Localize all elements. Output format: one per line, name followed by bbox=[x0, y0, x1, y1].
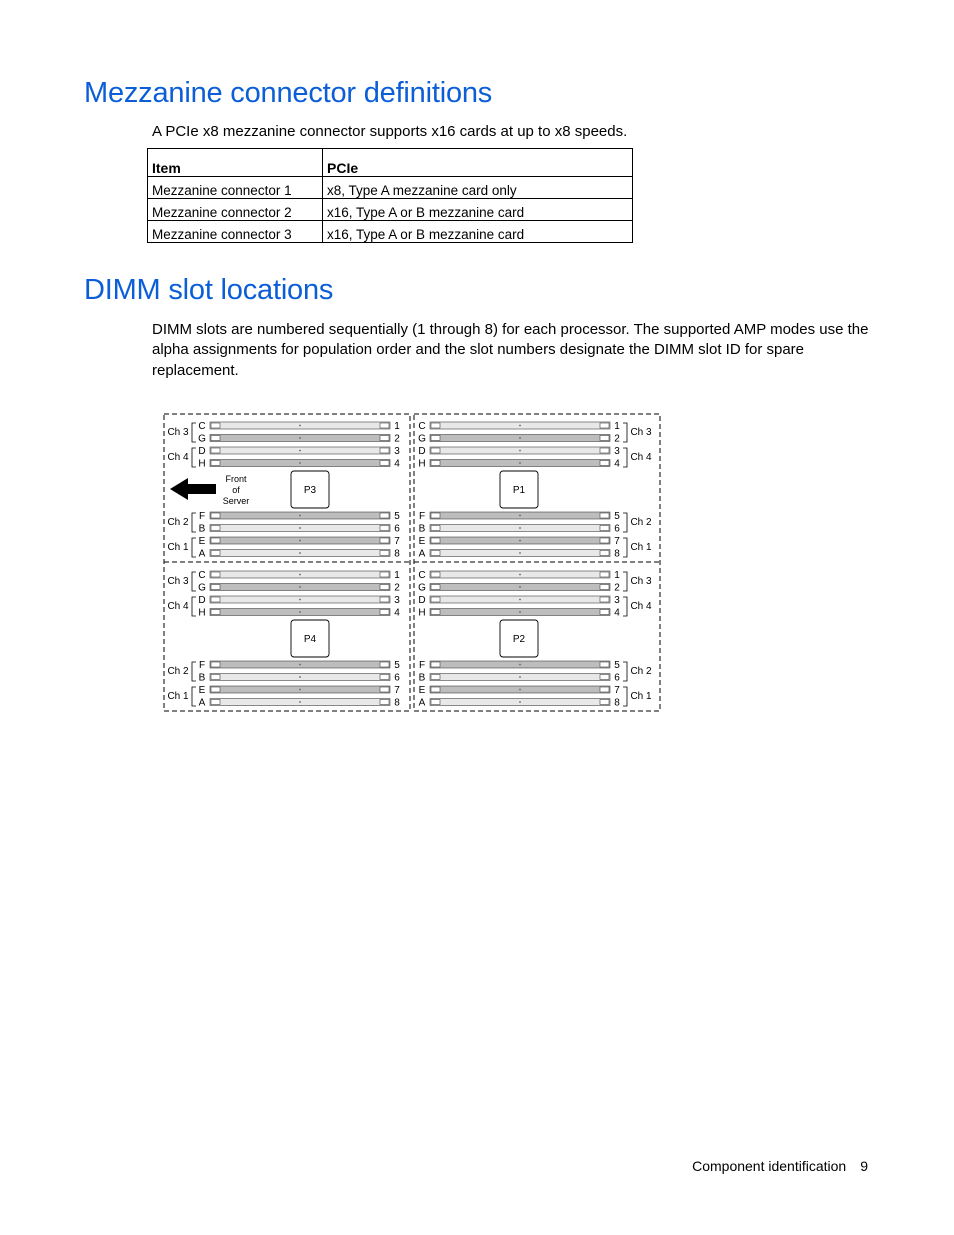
p3-channel-bracket bbox=[192, 513, 196, 532]
p2-dimm-slot-4-key bbox=[519, 611, 521, 613]
p4-dimm-slot-1-latch-left bbox=[211, 572, 220, 577]
p1-slot-letter: H bbox=[418, 458, 426, 470]
p3-slot-letter: G bbox=[198, 433, 206, 445]
p1-dimm-slot-2-latch-right bbox=[600, 436, 609, 441]
p3-dimm-slot-6-latch-left bbox=[211, 526, 220, 531]
p2-slot-letter: E bbox=[418, 685, 426, 696]
p2-dimm-slot-5-latch-left bbox=[431, 662, 440, 667]
p3-channel-bracket bbox=[192, 448, 196, 467]
p2-slot-letter: D bbox=[418, 595, 426, 606]
p2-dimm-slot-5-key bbox=[519, 664, 521, 666]
p2-dimm-slot-6-key bbox=[519, 676, 521, 678]
p1-channel-bracket bbox=[623, 423, 627, 442]
p1-slot-letter: B bbox=[418, 523, 426, 535]
p3-dimm-slot-6-key bbox=[299, 527, 301, 529]
p1-channel-bracket bbox=[623, 448, 627, 467]
p1-slot-number: 1 bbox=[614, 421, 620, 432]
p1-dimm-slot-8-key bbox=[519, 552, 521, 554]
p1-dimm-slot-3-key bbox=[519, 450, 521, 452]
footer-section: Component identification bbox=[692, 1158, 847, 1174]
p3-slot-letter: E bbox=[198, 536, 206, 547]
p3-dimm-slot-6-latch-right bbox=[380, 526, 389, 531]
p1-slot-letter: A bbox=[418, 548, 426, 560]
p4-dimm-slot-5-latch-left bbox=[211, 662, 220, 667]
header-pcie: PCIe bbox=[323, 149, 633, 177]
p2-slot-number: 1 bbox=[614, 570, 620, 581]
p2-dimm-slot-3-latch-left bbox=[431, 597, 440, 602]
p3-slot-letter: B bbox=[198, 523, 206, 535]
p3-channel-label: Ch 3 bbox=[167, 427, 189, 438]
p1-dimm-slot-6-key bbox=[519, 527, 521, 529]
p1-slot-number: 7 bbox=[614, 536, 620, 547]
table-row bbox=[148, 221, 633, 243]
p4-channel-bracket bbox=[192, 572, 196, 591]
p1-dimm-slot-4-key bbox=[519, 462, 521, 464]
p1-dimm-slot-8-latch-right bbox=[600, 551, 609, 556]
p1-dimm-slot-2-latch-left bbox=[431, 436, 440, 441]
p4-dimm-slot-3-latch-right bbox=[380, 597, 389, 602]
p2-dimm-slot-7-latch-right bbox=[600, 687, 609, 692]
dimm-slot-diagram bbox=[160, 410, 664, 716]
p3-dimm-slot-5-latch-right bbox=[380, 513, 389, 518]
p4-dimm-slot-2-latch-right bbox=[380, 585, 389, 590]
p2-dimm-slot-5-latch-right bbox=[600, 662, 609, 667]
header-item: Item bbox=[148, 149, 323, 177]
p3-dimm-slot-7-latch-left bbox=[211, 538, 220, 543]
dimm-intro-line-2: alpha assignments for population order and the slot numbers designate the DIMM slot ID for spare bbox=[152, 341, 805, 358]
p2-slot-letter: H bbox=[418, 607, 426, 619]
p4-dimm-slot-8-key bbox=[299, 701, 301, 703]
p3-dimm-slot-5-key bbox=[299, 515, 301, 517]
p1-dimm-slot-1-key bbox=[519, 425, 521, 427]
p4-slot-letter: F bbox=[198, 660, 206, 671]
table-cell: x8, Type A mezzanine card only bbox=[323, 177, 633, 199]
p1-dimm-slot-4-latch-right bbox=[600, 461, 609, 466]
p4-channel-bracket bbox=[192, 597, 196, 616]
p3-channel-label: Ch 2 bbox=[167, 517, 189, 528]
page-number: 9 bbox=[860, 1158, 868, 1174]
p3-slot-number: 3 bbox=[394, 446, 400, 457]
p2-dimm-slot-2-latch-left bbox=[431, 585, 440, 590]
p4-dimm-slot-2-key bbox=[299, 586, 301, 588]
p2-channel-bracket bbox=[623, 572, 627, 591]
p1-channel-bracket bbox=[623, 513, 627, 532]
p4-dimm-slot-6-key bbox=[299, 676, 301, 678]
p3-slot-letter: H bbox=[198, 458, 206, 470]
p4-dimm-slot-3-key bbox=[299, 599, 301, 601]
section-title-mezzanine: Mezzanine connector definitions bbox=[84, 77, 493, 109]
p4-channel-bracket bbox=[192, 662, 196, 681]
p2-channel-label: Ch 2 bbox=[630, 666, 652, 677]
table-row bbox=[148, 177, 633, 199]
p3-slot-letter: C bbox=[198, 421, 206, 432]
p2-slot-number: 8 bbox=[614, 697, 620, 709]
p4-dimm-slot-7-latch-right bbox=[380, 687, 389, 692]
p4-slot-letter: H bbox=[198, 607, 206, 619]
p3-slot-number: 6 bbox=[394, 523, 400, 535]
p2-channel-label: Ch 3 bbox=[630, 576, 652, 587]
p4-dimm-slot-6-latch-right bbox=[380, 675, 389, 680]
p1-dimm-slot-2-key bbox=[519, 437, 521, 439]
mezzanine-table bbox=[147, 148, 633, 243]
front-label-line-2: of bbox=[232, 485, 240, 495]
p3-slot-number: 8 bbox=[394, 548, 400, 560]
p2-dimm-slot-4-latch-left bbox=[431, 610, 440, 615]
p2-channel-bracket bbox=[623, 597, 627, 616]
p1-slot-letter: G bbox=[418, 433, 426, 445]
p4-dimm-slot-6-latch-left bbox=[211, 675, 220, 680]
p2-channel-bracket bbox=[623, 662, 627, 681]
p2-slot-letter: B bbox=[418, 672, 426, 684]
dimm-intro-line-3: replacement. bbox=[152, 362, 239, 379]
p1-channel-label: Ch 4 bbox=[630, 452, 652, 463]
p1-dimm-slot-6-latch-left bbox=[431, 526, 440, 531]
p2-dimm-slot-6-latch-right bbox=[600, 675, 609, 680]
p3-slot-letter: A bbox=[198, 548, 206, 560]
p4-channel-label: Ch 2 bbox=[167, 666, 189, 677]
p3-dimm-slot-4-latch-left bbox=[211, 461, 220, 466]
table-cell: Mezzanine connector 3 bbox=[148, 221, 323, 243]
p4-dimm-slot-7-key bbox=[299, 689, 301, 691]
table-cell: Mezzanine connector 2 bbox=[148, 199, 323, 221]
p2-slot-letter: G bbox=[418, 582, 426, 594]
p1-dimm-slot-8-latch-left bbox=[431, 551, 440, 556]
p2-dimm-slot-1-key bbox=[519, 574, 521, 576]
p4-slot-number: 3 bbox=[394, 595, 400, 606]
p3-slot-number: 1 bbox=[394, 421, 400, 432]
p3-dimm-slot-4-key bbox=[299, 462, 301, 464]
p1-slot-letter: C bbox=[418, 421, 426, 432]
page-footer bbox=[692, 1158, 868, 1174]
p3-channel-label: Ch 1 bbox=[167, 542, 189, 553]
p1-dimm-slot-6-latch-right bbox=[600, 526, 609, 531]
p1-channel-bracket bbox=[623, 538, 627, 557]
p1-slot-number: 5 bbox=[614, 511, 620, 522]
mezzanine-intro: A PCIe x8 mezzanine connector supports x16 cards at up to x8 speeds. bbox=[152, 123, 628, 140]
p3-dimm-slot-3-latch-right bbox=[380, 448, 389, 453]
p2-dimm-slot-7-key bbox=[519, 689, 521, 691]
p3-dimm-slot-2-latch-left bbox=[211, 436, 220, 441]
p3-dimm-slot-7-latch-right bbox=[380, 538, 389, 543]
p3-dimm-slot-2-key bbox=[299, 437, 301, 439]
p4-slot-number: 8 bbox=[394, 697, 400, 709]
p1-dimm-slot-3-latch-right bbox=[600, 448, 609, 453]
p4-dimm-slot-8-latch-right bbox=[380, 700, 389, 705]
p2-dimm-slot-2-latch-right bbox=[600, 585, 609, 590]
p3-channel-bracket bbox=[192, 423, 196, 442]
dimm-intro-line-1: DIMM slots are numbered sequentially (1 through 8) for each processor. The supported AMP modes use the bbox=[152, 321, 869, 338]
p2-dimm-slot-7-latch-left bbox=[431, 687, 440, 692]
p2-dimm-slot-4-latch-right bbox=[600, 610, 609, 615]
p2-dimm-slot-1-latch-left bbox=[431, 572, 440, 577]
p2-slot-number: 2 bbox=[614, 582, 620, 594]
p2-dimm-slot-8-latch-left bbox=[431, 700, 440, 705]
p3-dimm-slot-1-latch-left bbox=[211, 423, 220, 428]
p2-slot-letter: F bbox=[418, 660, 426, 671]
p3-channel-bracket bbox=[192, 538, 196, 557]
p4-processor-label: P4 bbox=[303, 634, 317, 645]
p4-dimm-slot-2-latch-left bbox=[211, 585, 220, 590]
p4-dimm-slot-1-key bbox=[299, 574, 301, 576]
p4-dimm-slot-5-key bbox=[299, 664, 301, 666]
p2-slot-number: 5 bbox=[614, 660, 620, 671]
p4-channel-label: Ch 1 bbox=[167, 691, 189, 702]
p2-slot-number: 6 bbox=[614, 672, 620, 684]
p2-slot-number: 7 bbox=[614, 685, 620, 696]
front-arrow-icon bbox=[170, 478, 216, 500]
p1-slot-number: 4 bbox=[614, 458, 620, 470]
p4-slot-letter: C bbox=[198, 570, 206, 581]
p4-dimm-slot-1-latch-right bbox=[380, 572, 389, 577]
p2-dimm-slot-8-latch-right bbox=[600, 700, 609, 705]
p4-channel-label: Ch 4 bbox=[167, 601, 189, 612]
p4-dimm-slot-4-latch-right bbox=[380, 610, 389, 615]
p2-dimm-slot-8-key bbox=[519, 701, 521, 703]
front-label-line-3: Server bbox=[222, 496, 250, 506]
p4-dimm-slot-4-key bbox=[299, 611, 301, 613]
p4-slot-letter: G bbox=[198, 582, 206, 594]
p1-dimm-slot-3-latch-left bbox=[431, 448, 440, 453]
p3-dimm-slot-8-latch-right bbox=[380, 551, 389, 556]
p1-channel-label: Ch 2 bbox=[630, 517, 652, 528]
table-row bbox=[148, 199, 633, 221]
p3-slot-number: 4 bbox=[394, 458, 400, 470]
p3-channel-label: Ch 4 bbox=[167, 452, 189, 463]
p1-dimm-slot-7-key bbox=[519, 540, 521, 542]
p4-slot-letter: B bbox=[198, 672, 206, 684]
front-label-line-1: Front bbox=[225, 474, 247, 484]
p2-processor-label: P2 bbox=[512, 634, 526, 645]
p2-channel-bracket bbox=[623, 687, 627, 706]
p1-slot-number: 3 bbox=[614, 446, 620, 457]
p4-slot-letter: E bbox=[198, 685, 206, 696]
p1-dimm-slot-5-latch-right bbox=[600, 513, 609, 518]
p1-dimm-slot-5-latch-left bbox=[431, 513, 440, 518]
p1-slot-letter: E bbox=[418, 536, 426, 547]
p1-dimm-slot-7-latch-left bbox=[431, 538, 440, 543]
p2-dimm-slot-1-latch-right bbox=[600, 572, 609, 577]
p3-dimm-slot-5-latch-left bbox=[211, 513, 220, 518]
p1-channel-label: Ch 1 bbox=[630, 542, 652, 553]
p4-slot-number: 4 bbox=[394, 607, 400, 619]
p2-dimm-slot-2-key bbox=[519, 586, 521, 588]
p3-slot-letter: D bbox=[198, 446, 206, 457]
p3-slot-letter: F bbox=[198, 511, 206, 522]
p2-dimm-slot-3-latch-right bbox=[600, 597, 609, 602]
p2-channel-label: Ch 4 bbox=[630, 601, 652, 612]
p1-dimm-slot-1-latch-right bbox=[600, 423, 609, 428]
p2-slot-number: 3 bbox=[614, 595, 620, 606]
p3-slot-number: 5 bbox=[394, 511, 400, 522]
table-header-row bbox=[148, 149, 633, 177]
p3-dimm-slot-1-key bbox=[299, 425, 301, 427]
p2-slot-letter: A bbox=[418, 697, 426, 709]
p3-processor-label: P3 bbox=[303, 485, 317, 496]
p2-slot-letter: C bbox=[418, 570, 426, 581]
p4-slot-number: 2 bbox=[394, 582, 400, 594]
p3-dimm-slot-3-latch-left bbox=[211, 448, 220, 453]
p3-slot-number: 7 bbox=[394, 536, 400, 547]
p3-dimm-slot-8-latch-left bbox=[211, 551, 220, 556]
p1-dimm-slot-7-latch-right bbox=[600, 538, 609, 543]
p4-channel-bracket bbox=[192, 687, 196, 706]
p4-slot-number: 6 bbox=[394, 672, 400, 684]
p1-channel-label: Ch 3 bbox=[630, 427, 652, 438]
p4-dimm-slot-8-latch-left bbox=[211, 700, 220, 705]
p3-dimm-slot-1-latch-right bbox=[380, 423, 389, 428]
p3-dimm-slot-8-key bbox=[299, 552, 301, 554]
p4-channel-label: Ch 3 bbox=[167, 576, 189, 587]
p1-processor-label: P1 bbox=[512, 485, 526, 496]
p3-dimm-slot-7-key bbox=[299, 540, 301, 542]
p2-channel-label: Ch 1 bbox=[630, 691, 652, 702]
p4-slot-number: 7 bbox=[394, 685, 400, 696]
p2-slot-number: 4 bbox=[614, 607, 620, 619]
p4-dimm-slot-3-latch-left bbox=[211, 597, 220, 602]
p1-slot-number: 6 bbox=[614, 523, 620, 535]
p3-dimm-slot-3-key bbox=[299, 450, 301, 452]
p4-slot-letter: A bbox=[198, 697, 206, 709]
p1-slot-number: 2 bbox=[614, 433, 620, 445]
p1-slot-letter: F bbox=[418, 511, 426, 522]
p3-dimm-slot-2-latch-right bbox=[380, 436, 389, 441]
p1-dimm-slot-4-latch-left bbox=[431, 461, 440, 466]
p4-slot-number: 1 bbox=[394, 570, 400, 581]
p4-dimm-slot-4-latch-left bbox=[211, 610, 220, 615]
section-title-dimm: DIMM slot locations bbox=[84, 274, 334, 306]
p4-dimm-slot-5-latch-right bbox=[380, 662, 389, 667]
p1-dimm-slot-5-key bbox=[519, 515, 521, 517]
p4-slot-number: 5 bbox=[394, 660, 400, 671]
p3-dimm-slot-4-latch-right bbox=[380, 461, 389, 466]
p2-dimm-slot-3-key bbox=[519, 599, 521, 601]
table-cell: x16, Type A or B mezzanine card bbox=[323, 199, 633, 221]
p1-slot-number: 8 bbox=[614, 548, 620, 560]
p4-slot-letter: D bbox=[198, 595, 206, 606]
p1-dimm-slot-1-latch-left bbox=[431, 423, 440, 428]
p1-slot-letter: D bbox=[418, 446, 426, 457]
p2-dimm-slot-6-latch-left bbox=[431, 675, 440, 680]
p4-dimm-slot-7-latch-left bbox=[211, 687, 220, 692]
table-cell: Mezzanine connector 1 bbox=[148, 177, 323, 199]
p3-slot-number: 2 bbox=[394, 433, 400, 445]
table-cell: x16, Type A or B mezzanine card bbox=[323, 221, 633, 243]
